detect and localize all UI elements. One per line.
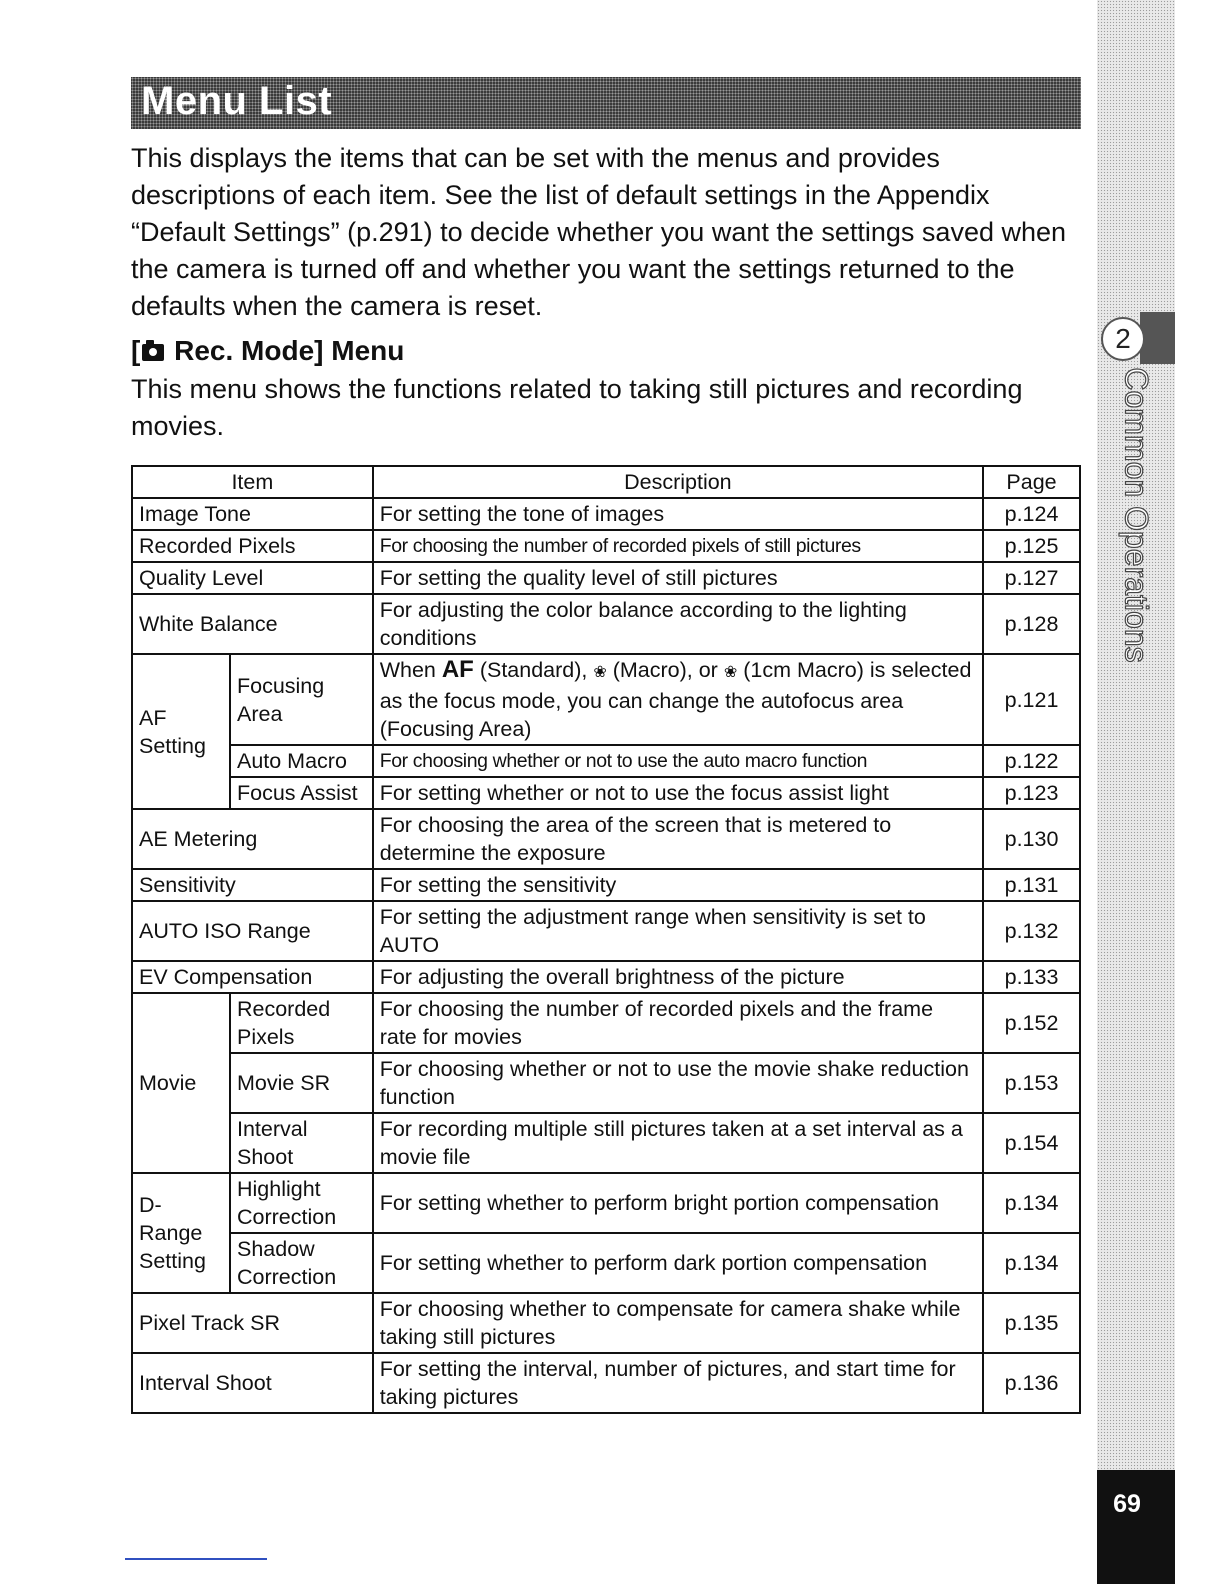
desc-text: (1cm Macro) is selected as the focus mode, you can change the autofocus area (Focusing Area) <box>379 658 972 741</box>
row-page: p.121 <box>983 654 1080 745</box>
header-item: Item <box>132 466 373 498</box>
row-description: For setting the interval, number of pictures, and start time for taking pictures <box>373 1353 983 1413</box>
table-row <box>132 530 1080 562</box>
row-item: White Balance <box>132 594 373 654</box>
row-description: For setting whether or not to use the focus assist light <box>373 777 983 809</box>
row-description: For setting the adjustment range when sensitivity is set to AUTO <box>373 901 983 961</box>
row-page: p.127 <box>983 562 1080 594</box>
page-number: 69 <box>1113 1490 1141 1518</box>
row-description: For recording multiple still pictures taken at a set interval as a movie file <box>373 1113 983 1173</box>
row-item: EV Compensation <box>132 961 373 993</box>
row-group-movie: Movie <box>132 993 230 1173</box>
row-subitem: Focusing Area <box>230 654 373 745</box>
footer-rule <box>125 1558 267 1560</box>
table-header-row <box>132 466 1080 498</box>
row-page: p.125 <box>983 530 1080 562</box>
page-number-tab <box>1097 1470 1175 1584</box>
row-subitem: Interval Shoot <box>230 1113 373 1173</box>
row-item: Quality Level <box>132 562 373 594</box>
row-item: Pixel Track SR <box>132 1293 373 1353</box>
table-row <box>132 961 1080 993</box>
table-row <box>132 993 1080 1053</box>
table-row <box>132 498 1080 530</box>
camera-icon <box>142 344 164 361</box>
row-item: Recorded Pixels <box>132 530 373 562</box>
row-subitem: Auto Macro <box>230 745 373 777</box>
table-row <box>132 654 1080 745</box>
section-heading-text: Rec. Mode] Menu <box>166 335 405 366</box>
af-mode-label: AF <box>441 656 474 683</box>
row-page: p.134 <box>983 1173 1080 1233</box>
row-page: p.152 <box>983 993 1080 1053</box>
one-cm-macro-icon: ❀ <box>723 664 738 681</box>
row-description: For choosing the area of the screen that is metered to determine the exposure <box>373 809 983 869</box>
header-description: Description <box>373 466 983 498</box>
row-description: For choosing whether to compensate for camera shake while taking still pictures <box>373 1293 983 1353</box>
menu-table <box>131 465 1081 1414</box>
row-description: For choosing the number of recorded pixels and the frame rate for movies <box>373 993 983 1053</box>
table-row <box>132 1113 1080 1173</box>
row-group-d-range <box>132 1173 230 1293</box>
row-page: p.136 <box>983 1353 1080 1413</box>
row-page: p.122 <box>983 745 1080 777</box>
row-description: For setting the sensitivity <box>373 869 983 901</box>
table-row <box>132 777 1080 809</box>
chapter-number-badge: 2 <box>1101 317 1145 361</box>
row-group-af-setting: AF Setting <box>132 654 230 809</box>
chapter-tab <box>1140 312 1175 364</box>
header-page: Page <box>983 466 1080 498</box>
desc-text: (Standard), <box>473 658 594 682</box>
row-page: p.153 <box>983 1053 1080 1113</box>
row-item: Interval Shoot <box>132 1353 373 1413</box>
row-description: For setting the tone of images <box>373 498 983 530</box>
section-heading-bracket: [ <box>131 335 141 366</box>
row-description: For setting whether to perform bright portion compensation <box>373 1173 983 1233</box>
row-subitem: Recorded Pixels <box>230 993 373 1053</box>
table-row <box>132 1053 1080 1113</box>
row-page: p.128 <box>983 594 1080 654</box>
desc-text: When <box>379 658 442 682</box>
page-title: Menu List <box>141 79 333 123</box>
row-description: For adjusting the color balance according to the lighting conditions <box>373 594 983 654</box>
row-description: For setting whether to perform dark portion compensation <box>373 1233 983 1293</box>
row-description: For adjusting the overall brightness of the picture <box>373 961 983 993</box>
table-row <box>132 1293 1080 1353</box>
title-bar <box>131 77 1081 129</box>
row-page: p.134 <box>983 1233 1080 1293</box>
table-row <box>132 1353 1080 1413</box>
row-description: For choosing the number of recorded pixels of still pictures <box>373 530 983 562</box>
section-description: This menu shows the functions related to taking still pictures and recording movies. <box>131 374 1023 441</box>
table-row <box>132 594 1080 654</box>
row-description: For choosing whether or not to use the auto macro function <box>373 745 983 777</box>
table-row <box>132 562 1080 594</box>
intro-paragraph: This displays the items that can be set with the menus and provides descriptions of each item. See the list of default settings in the Appendix “Default Settings” (p.291) to decide whether you want the settings saved when the camera is turned off and whether you want the settings returned to the defaults when the camera is reset. <box>131 143 1067 321</box>
row-item: AE Metering <box>132 809 373 869</box>
row-description <box>373 654 983 745</box>
row-item: Image Tone <box>132 498 373 530</box>
table-row <box>132 809 1080 869</box>
group-label-line1: D-Range <box>139 1193 203 1245</box>
table-row <box>132 869 1080 901</box>
section-heading <box>131 333 404 369</box>
macro-flower-icon: ❀ <box>593 664 607 681</box>
group-label-line2: Setting <box>139 1249 206 1273</box>
table-row <box>132 901 1080 961</box>
row-page: p.124 <box>983 498 1080 530</box>
row-page: p.133 <box>983 961 1080 993</box>
table-row <box>132 1233 1080 1293</box>
chapter-side-strip <box>1097 0 1175 1470</box>
row-subitem: Focus Assist <box>230 777 373 809</box>
desc-text: (Macro), or <box>606 658 724 682</box>
row-subitem: Highlight Correction <box>230 1173 373 1233</box>
row-page: p.154 <box>983 1113 1080 1173</box>
row-page: p.130 <box>983 809 1080 869</box>
row-subitem: Shadow Correction <box>230 1233 373 1293</box>
row-description: For choosing whether or not to use the movie shake reduction function <box>373 1053 983 1113</box>
table-row <box>132 1173 1080 1233</box>
chapter-title: Common Operations <box>1118 367 1155 663</box>
row-item: AUTO ISO Range <box>132 901 373 961</box>
row-page: p.132 <box>983 901 1080 961</box>
row-page: p.123 <box>983 777 1080 809</box>
row-description: For setting the quality level of still pictures <box>373 562 983 594</box>
row-subitem: Movie SR <box>230 1053 373 1113</box>
row-item: Sensitivity <box>132 869 373 901</box>
row-page: p.131 <box>983 869 1080 901</box>
table-row <box>132 745 1080 777</box>
row-page: p.135 <box>983 1293 1080 1353</box>
